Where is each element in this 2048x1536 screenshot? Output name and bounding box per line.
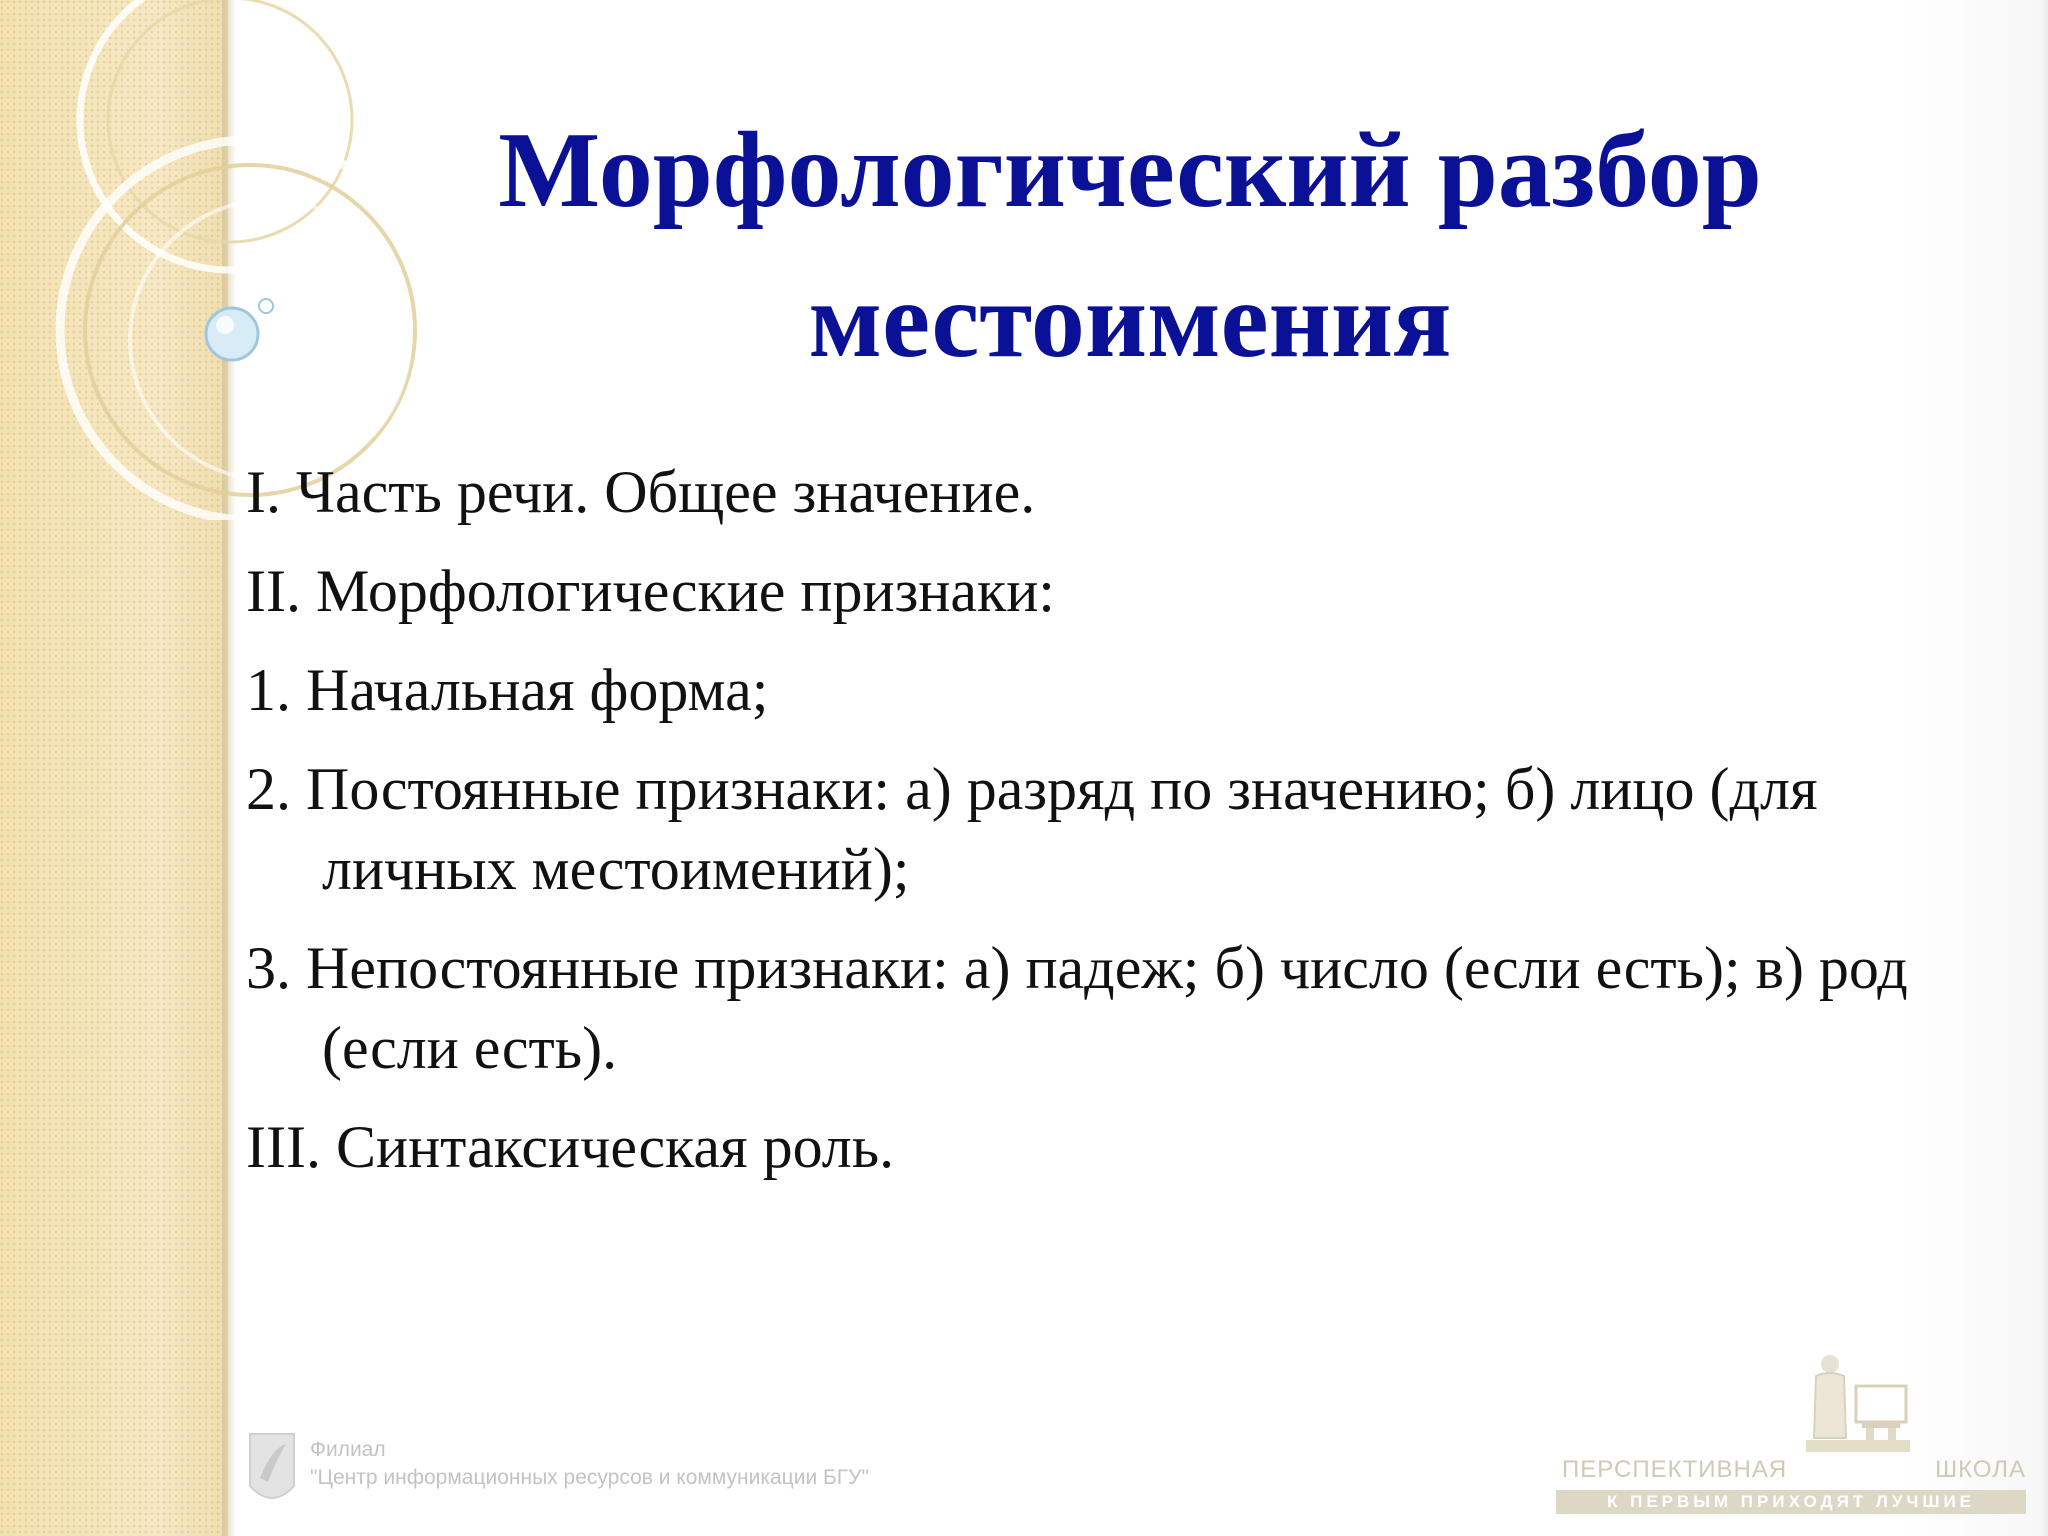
- university-logo-icon: [246, 1430, 298, 1510]
- list-item: 1. Начальная форма;: [246, 657, 769, 723]
- footer-branch: [246, 1426, 1046, 1516]
- footer-brand: [1556, 1346, 2034, 1516]
- slide-title: Морфологический разбор местоимения: [498, 111, 1762, 380]
- brand-name-left: ПЕРСПЕКТИВНАЯ: [1562, 1456, 1788, 1483]
- brand-name-right: ШКОЛА: [1935, 1456, 2026, 1483]
- bubble-small: [259, 299, 273, 313]
- bubble-large: [206, 308, 258, 360]
- list-item: I. Часть речи. Общее значение.: [246, 459, 1036, 525]
- brand-tagline: К ПЕРВЫМ ПРИХОДЯТ ЛУЧШИЕ: [1607, 1492, 1975, 1511]
- list-item: II. Морфологические признаки:: [246, 558, 1055, 624]
- list-item: 2. Постоянные признаки: а) разряд по значению; б) лицо (для личных местоимений);: [246, 756, 1818, 902]
- statue-icon: [1796, 1346, 1916, 1458]
- slide-content: [246, 452, 2016, 1206]
- list-item: 3. Непостоянные признаки: а) падеж; б) число (если есть); в) род (если есть).: [246, 935, 1908, 1081]
- footer-branch-label: Филиал: [310, 1438, 386, 1461]
- tagline-bar: [1556, 1490, 2026, 1514]
- footer-branch-name: "Центр информационных ресурсов и коммуникации БГУ": [310, 1466, 869, 1489]
- list-item: III. Синтаксическая роль.: [246, 1114, 895, 1180]
